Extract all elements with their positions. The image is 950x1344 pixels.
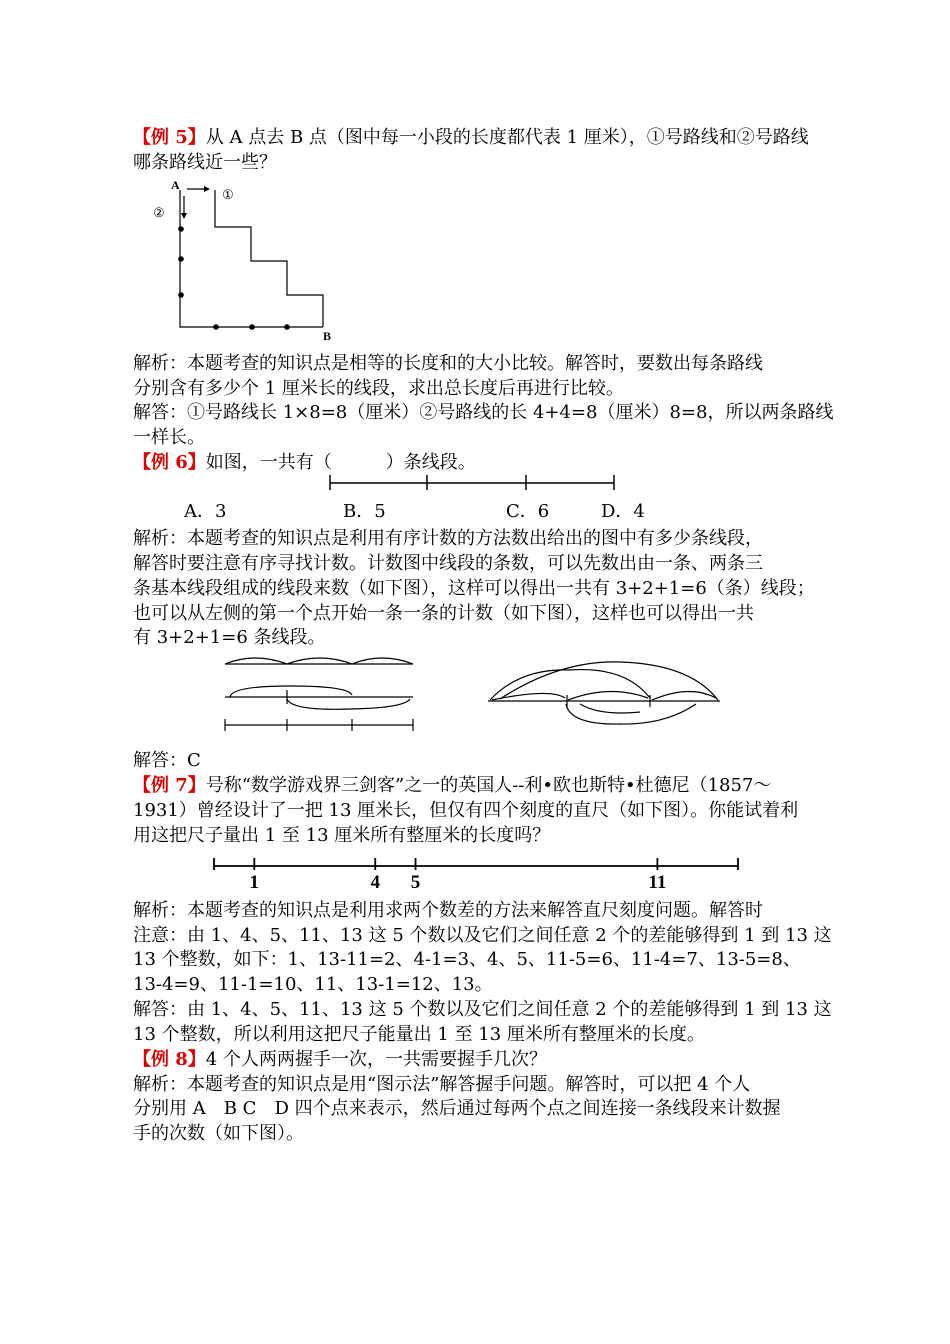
ex7-analysis-line2: 注意：由 1、4、5、11、13 这 5 个数以及它们之间任意 2 个的差能够得到 1 到 13 这: [133, 925, 832, 946]
ex6-analysis-line4: 也可以从左侧的第一个点开始一条一条的计数（如下图），这样也可以得出一共: [133, 603, 754, 624]
ex5-question-text: 从 A 点去 B 点（图中每一小段的长度都代表 1 厘米），①号路线和②号路线: [205, 127, 809, 148]
ex6-analysis-line5: 有 3+2+1=6 条线段。: [133, 627, 326, 648]
ex6-option-a: A．3: [184, 501, 227, 522]
ex7-analysis-line3: 13 个整数，如下：1、13-11=2、4-1=3、4、5、11-5=6、11-4=7、13-5=8、: [133, 949, 801, 970]
ex7-analysis-line4: 13-4=9、11-1=10、11、13-1=12、13。: [133, 974, 493, 995]
route-1-label: ①: [222, 187, 234, 202]
ruler-label-4: 4: [370, 872, 380, 893]
ex7-question-line2: 1931）曾经设计了一把 13 厘米长，但仅有四个刻度的直尺（如下图）。你能试着利: [133, 800, 799, 821]
point-b-label: B: [323, 329, 332, 343]
ex6-tag: 【例 6】: [133, 452, 206, 473]
route-2-label: ②: [153, 205, 165, 220]
ex6-question-text: 如图，一共有（ ）条线段。: [205, 452, 476, 473]
ex8-tag: 【例 8】: [133, 1049, 206, 1070]
ex7-tag: 【例 7】: [133, 775, 206, 796]
ex5-question-line2: 哪条路线近一些？: [133, 152, 277, 173]
ex5-tag: 【例 5】: [133, 127, 206, 148]
ex7-analysis-line1: 解析：本题考查的知识点是利用求两个数差的方法来解答直尺刻度问题。解答时: [133, 900, 763, 921]
ex5-answer-line1: 解答：①号路线长 1×8=8（厘米）②号路线的长 4+4=8（厘米）8=8，所以两条路线: [133, 402, 834, 423]
ex8-question-text: 4 个人两两握手一次，一共需要握手几次？: [205, 1049, 547, 1070]
point-a-label: A: [171, 178, 180, 192]
ex6-analysis-line1: 解析：本题考查的知识点是利用有序计数的方法数出给出的图中有多少条线段，: [133, 528, 763, 549]
ex7-answer-line2: 13 个整数，所以利用这把尺子能量出 1 至 13 厘米所有整厘米的长度。: [133, 1024, 705, 1045]
ex7-question-text: 号称“数学游戏界三剑客”之一的英国人--利•欧也斯特•杜德尼（1857～: [205, 775, 772, 796]
ruler-label-1: 1: [249, 872, 260, 893]
ex7-answer-line1: 解答：由 1、4、5、11、13 这 5 个数以及它们之间任意 2 个的差能够得到 1 到 13 这: [133, 999, 832, 1020]
ex6-option-d: D．4: [601, 501, 645, 522]
ex6-option-c: C．6: [506, 501, 550, 522]
ex6-answer: 解答：C: [133, 750, 201, 771]
ex6-analysis-line3: 条基本线段组成的线段来数（如下图），这样可以得出一共有 3+2+1=6（条）线段；: [133, 578, 815, 599]
ex8-analysis-line3: 手的次数（如下图）。: [133, 1123, 304, 1144]
ex7-question-line3: 用这把尺子量出 1 至 13 厘米所有整厘米的长度吗？: [133, 825, 551, 846]
ex8-analysis-line2: 分别用 A B C D 四个点来表示，然后通过每两个点之间连接一条线段来计数握: [133, 1098, 781, 1119]
ex6-option-b: B．5: [343, 501, 386, 522]
ex5-answer-line2: 一样长。: [133, 427, 205, 448]
ex8-question-line: [133, 1048, 547, 1072]
ruler-label-11: 11: [648, 872, 667, 893]
ex6-analysis-line2: 解答时要注意有序寻找计数。计数图中线段的条数，可以先数出由一条、两条三: [133, 553, 763, 574]
ruler-label-5: 5: [410, 872, 421, 893]
ex5-analysis-line1: 解析：本题考查的知识点是相等的长度和的大小比较。解答时，要数出每条路线: [133, 353, 763, 374]
ex8-analysis-line1: 解析：本题考查的知识点是用“图示法”解答握手问题。解答时，可以把 4 个人: [133, 1074, 751, 1095]
ex5-analysis-line2: 分别含有多少个 1 厘米长的线段，求出总长度后再进行比较。: [133, 378, 624, 399]
